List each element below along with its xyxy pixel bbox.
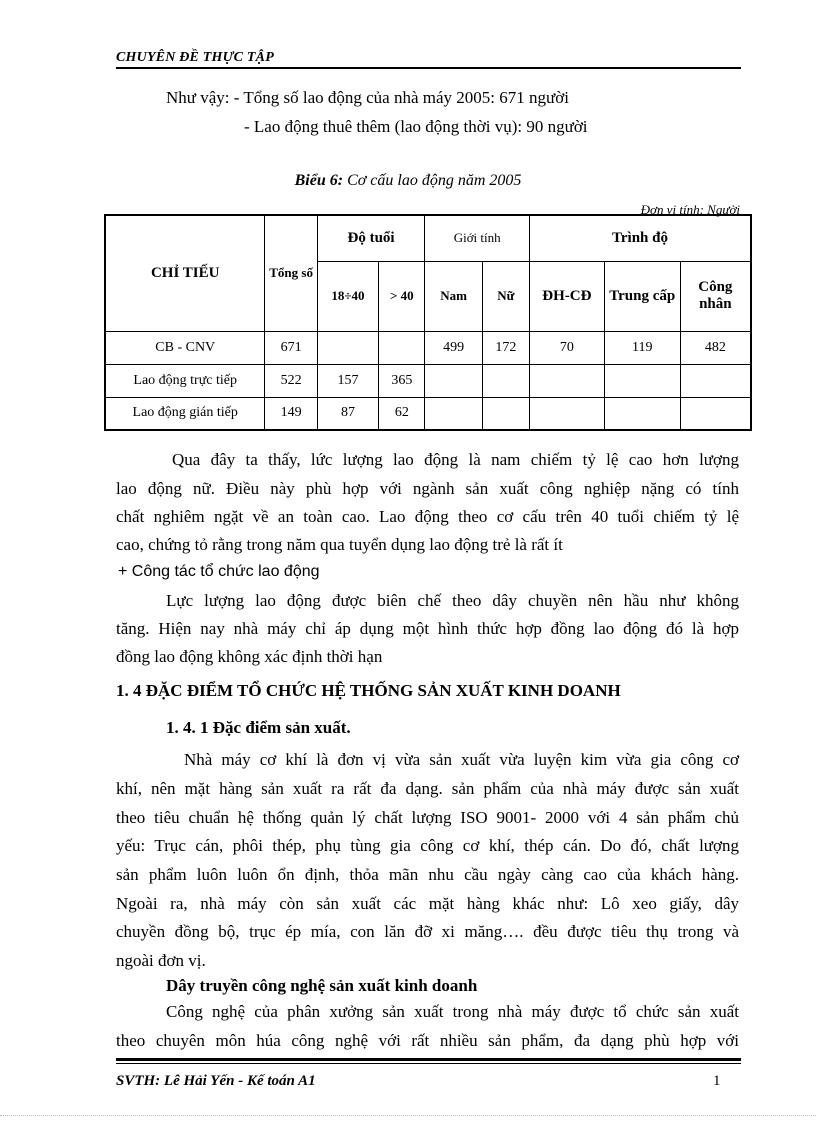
paragraph-line: sản phẩm luôn luôn ổn định, thỏa mãn nhu cầu ngày càng cao của khách hàng. xyxy=(116,865,739,884)
header-trung-cap: Trung cấp xyxy=(604,261,680,331)
subsection-heading: 1. 4. 1 Đặc điểm sản xuất. xyxy=(166,718,351,737)
paragraph-line: Nhà máy cơ khí là đơn vị vừa sản xuất vừa luyện kim vừa gia công cơ xyxy=(184,750,739,769)
table-caption xyxy=(0,172,816,190)
table-row xyxy=(105,364,751,397)
header-rule xyxy=(116,67,741,69)
cell-cn: 482 xyxy=(680,331,751,364)
cell-nu xyxy=(482,364,529,397)
header-age-18-40: 18÷40 xyxy=(317,261,379,331)
table-caption-label: Biểu 6: xyxy=(294,172,344,189)
cell-age2: 365 xyxy=(379,364,425,397)
cell-tc xyxy=(604,397,680,430)
cell-cn xyxy=(680,364,751,397)
row-label: CB - CNV xyxy=(105,331,265,364)
cell-age2 xyxy=(379,331,425,364)
intro-line-2: - Lao động thuê thêm (lao động thời vụ): 90 người xyxy=(244,117,588,136)
cell-tong: 522 xyxy=(265,364,317,397)
cell-age1: 157 xyxy=(317,364,379,397)
table-row xyxy=(105,397,751,430)
paragraph-line: lao động nữ. Điều này phù hợp với ngành sản xuất công nghiệp nặng có tính xyxy=(116,479,739,498)
section-heading: 1. 4 ĐẶC ĐIỂM TỔ CHỨC HỆ THỐNG SẢN XUẤT KINH DOANH xyxy=(116,681,621,700)
paragraph-line: Công nghệ của phân xưởng sản xuất trong nhà máy được tổ chức sản xuất xyxy=(166,1002,739,1021)
cell-tc xyxy=(604,364,680,397)
paragraph-line: chuyền đồng bộ, trục ép mía, con lăn đỡ xi măng…. đều được tiêu thụ trong và xyxy=(116,922,739,941)
table-unit: Đơn vị tính: Người xyxy=(640,202,740,217)
header-nam: Nam xyxy=(425,261,482,331)
cell-dh xyxy=(529,397,604,430)
page-break-edge xyxy=(0,1115,816,1116)
subtitle-production-line: Dây truyền công nghệ sản xuất kinh doanh xyxy=(166,976,478,995)
header-chi-tieu: CHỈ TIẾU xyxy=(105,215,265,331)
paragraph-line: theo chuyên môn húa công nghệ với rất nhiều sản phẩm, đa dạng phù hợp với xyxy=(116,1031,739,1050)
paragraph-line: Ngoài ra, nhà máy còn sản xuất các mặt hàng khác như: Lô xeo giấy, dây xyxy=(116,894,739,913)
cell-nam xyxy=(425,397,482,430)
table-row xyxy=(105,331,751,364)
header-do-tuoi: Độ tuổi xyxy=(317,215,425,261)
header-trinh-do: Trình độ xyxy=(529,215,751,261)
header-cong-nhan: Công nhân xyxy=(680,261,751,331)
footer-rule xyxy=(116,1058,741,1061)
cell-dh: 70 xyxy=(529,331,604,364)
cell-nu: 172 xyxy=(482,331,529,364)
cell-tc: 119 xyxy=(604,331,680,364)
header-tong-so: Tổng số xyxy=(265,215,317,331)
cell-nam: 499 xyxy=(425,331,482,364)
header-dh-cd: ĐH-CĐ xyxy=(529,261,604,331)
paragraph-line: theo tiêu chuẩn hệ thống quản lý chất lượng ISO 9001- 2000 với 4 sản phẩm chủ xyxy=(116,808,739,827)
cell-age1 xyxy=(317,331,379,364)
cell-dh xyxy=(529,364,604,397)
footer-rule-thin xyxy=(116,1063,741,1064)
cell-age1: 87 xyxy=(317,397,379,430)
paragraph-line: ngoài đơn vị. xyxy=(116,951,206,970)
cell-nam xyxy=(425,364,482,397)
paragraph-line: cao, chứng tỏ rằng trong năm qua tuyển dụng lao động trẻ là rất ít xyxy=(116,535,563,554)
footer-author: SVTH: Lê Hải Yến - Kế toán A1 xyxy=(116,1073,316,1089)
labor-structure-table xyxy=(104,214,752,431)
cell-cn xyxy=(680,397,751,430)
row-label: Lao động trực tiếp xyxy=(105,364,265,397)
header-age-over-40: > 40 xyxy=(379,261,425,331)
bullet-item: + Công tác tổ chức lao động xyxy=(118,563,320,580)
cell-age2: 62 xyxy=(379,397,425,430)
header-gioi-tinh: Giới tính xyxy=(425,215,530,261)
paragraph-line: tăng. Hiện nay nhà máy chỉ áp dụng một hình thức hợp đồng lao động đó là hợp xyxy=(116,619,739,638)
paragraph-line: Qua đây ta thấy, lức lượng lao động là nam chiếm tỷ lệ cao hơn lượng xyxy=(172,450,739,469)
paragraph-line: khí, nên mặt hàng sản xuất ra rất đa dạng. sản phẩm của nhà máy được sản xuất xyxy=(116,779,739,798)
table-caption-text: Cơ cấu lao động năm 2005 xyxy=(343,172,522,189)
paragraph-line: yếu: Trục cán, phôi thép, phụ tùng gia công cơ khí, thép cán. Do đó, chất lượng xyxy=(116,836,739,855)
paragraph-line: Lực lượng lao động được biên chế theo dây chuyền nên hầu như không xyxy=(166,591,739,610)
cell-nu xyxy=(482,397,529,430)
cell-tong: 149 xyxy=(265,397,317,430)
paragraph-line: đồng lao động không xác định thời hạn xyxy=(116,647,383,666)
header-nu: Nữ xyxy=(482,261,529,331)
paragraph-line: chất nghiêm ngặt về an toàn cao. Lao động theo cơ cấu trên 40 tuổi chiếm tỷ lệ xyxy=(116,507,739,526)
cell-tong: 671 xyxy=(265,331,317,364)
page-number: 1 xyxy=(713,1073,721,1089)
running-header: CHUYÊN ĐỀ THỰC TẬP xyxy=(116,50,274,65)
intro-line-1: Như vậy: - Tổng số lao động của nhà máy 2005: 671 người xyxy=(166,88,569,107)
row-label: Lao động gián tiếp xyxy=(105,397,265,430)
